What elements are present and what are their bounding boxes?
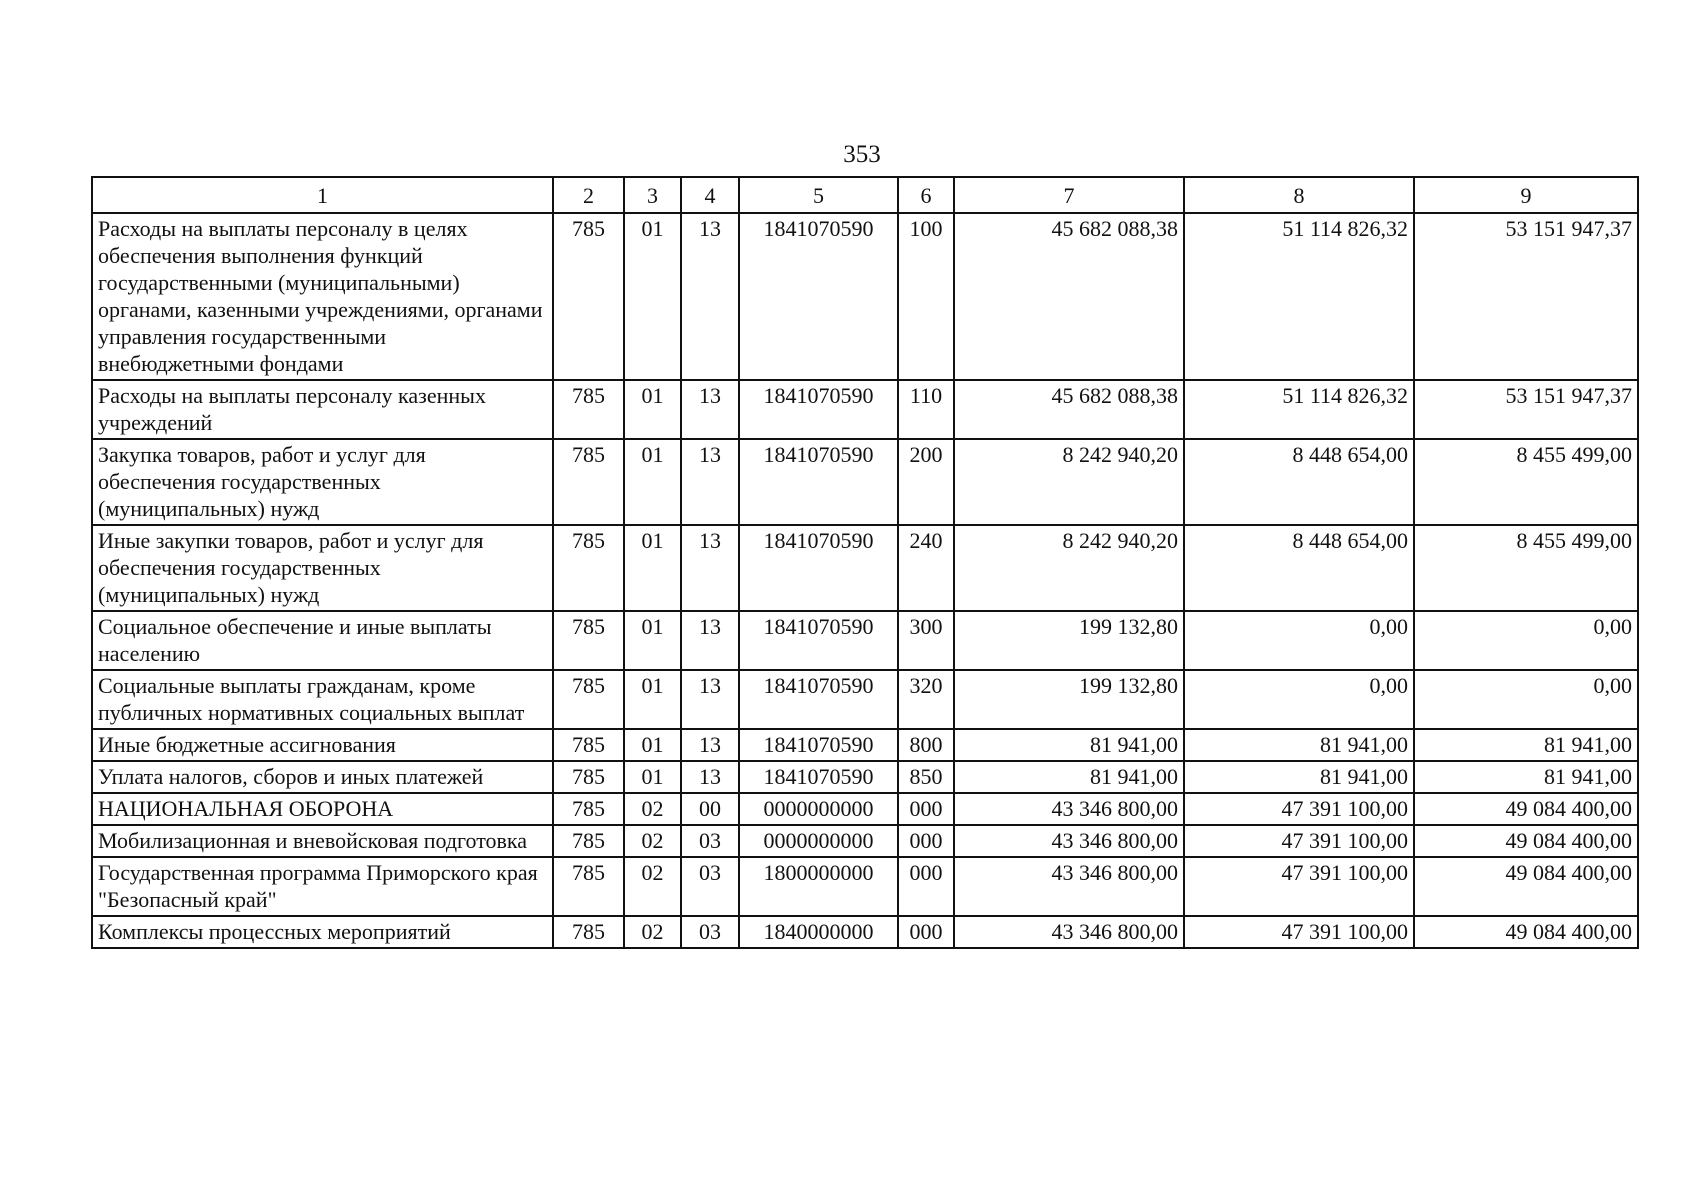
expense-name-cell: Мобилизационная и вневойсковая подготовка	[92, 825, 553, 857]
expense-type-cell: 000	[898, 793, 954, 825]
expense-type-cell: 320	[898, 670, 954, 729]
target-article-cell: 1841070590	[739, 729, 898, 761]
subsection-cell: 13	[681, 525, 739, 611]
amount-col7-cell: 45 682 088,38	[954, 213, 1184, 380]
section-cell: 01	[624, 525, 681, 611]
section-cell: 02	[624, 825, 681, 857]
amount-col7-cell: 8 242 940,20	[954, 525, 1184, 611]
expense-name-cell: НАЦИОНАЛЬНАЯ ОБОРОНА	[92, 793, 553, 825]
expense-type-cell: 200	[898, 439, 954, 525]
amount-col7-cell: 81 941,00	[954, 729, 1184, 761]
target-article-cell: 0000000000	[739, 825, 898, 857]
amount-col8-cell: 0,00	[1184, 611, 1414, 670]
expense-type-cell: 850	[898, 761, 954, 793]
header-cell: 5	[739, 177, 898, 213]
page-number: 353	[843, 141, 881, 168]
amount-col7-cell: 45 682 088,38	[954, 380, 1184, 439]
header-cell: 4	[681, 177, 739, 213]
header-cell: 7	[954, 177, 1184, 213]
amount-col9-cell: 53 151 947,37	[1414, 213, 1638, 380]
ministry-code-cell: 785	[553, 729, 624, 761]
section-cell: 01	[624, 380, 681, 439]
section-cell: 01	[624, 439, 681, 525]
expense-name-cell: Закупка товаров, работ и услуг для обеспечения государственных (муниципальных) нужд	[92, 439, 553, 525]
amount-col8-cell: 8 448 654,00	[1184, 525, 1414, 611]
amount-col9-cell: 49 084 400,00	[1414, 825, 1638, 857]
table-row	[92, 213, 1638, 380]
ministry-code-cell: 785	[553, 857, 624, 916]
ministry-code-cell: 785	[553, 439, 624, 525]
expense-name-cell: Иные закупки товаров, работ и услуг для обеспечения государственных (муниципальных) нужд	[92, 525, 553, 611]
amount-col7-cell: 43 346 800,00	[954, 793, 1184, 825]
subsection-cell: 03	[681, 857, 739, 916]
section-cell: 01	[624, 611, 681, 670]
subsection-cell: 00	[681, 793, 739, 825]
table-row	[92, 525, 1638, 611]
amount-col7-cell: 43 346 800,00	[954, 916, 1184, 948]
amount-col7-cell: 81 941,00	[954, 761, 1184, 793]
section-cell: 01	[624, 761, 681, 793]
header-cell: 1	[92, 177, 553, 213]
expense-type-cell: 240	[898, 525, 954, 611]
expense-name-cell: Иные бюджетные ассигнования	[92, 729, 553, 761]
expense-name-cell: Уплата налогов, сборов и иных платежей	[92, 761, 553, 793]
header-cell: 6	[898, 177, 954, 213]
target-article-cell: 1840000000	[739, 916, 898, 948]
header-cell: 8	[1184, 177, 1414, 213]
target-article-cell: 1841070590	[739, 611, 898, 670]
amount-col9-cell: 49 084 400,00	[1414, 916, 1638, 948]
table-row	[92, 761, 1638, 793]
ministry-code-cell: 785	[553, 380, 624, 439]
table-row	[92, 611, 1638, 670]
ministry-code-cell: 785	[553, 670, 624, 729]
ministry-code-cell: 785	[553, 611, 624, 670]
target-article-cell: 1841070590	[739, 525, 898, 611]
expense-type-cell: 100	[898, 213, 954, 380]
ministry-code-cell: 785	[553, 916, 624, 948]
subsection-cell: 03	[681, 916, 739, 948]
amount-col7-cell: 199 132,80	[954, 611, 1184, 670]
ministry-code-cell: 785	[553, 761, 624, 793]
expense-name-cell: Комплексы процессных мероприятий	[92, 916, 553, 948]
amount-col9-cell: 81 941,00	[1414, 761, 1638, 793]
amount-col8-cell: 47 391 100,00	[1184, 916, 1414, 948]
section-cell: 02	[624, 793, 681, 825]
table-row	[92, 380, 1638, 439]
subsection-cell: 03	[681, 825, 739, 857]
amount-col9-cell: 0,00	[1414, 670, 1638, 729]
amount-col7-cell: 43 346 800,00	[954, 857, 1184, 916]
target-article-cell: 1841070590	[739, 439, 898, 525]
header-row	[92, 177, 1638, 213]
expense-name-cell: Расходы на выплаты персоналу казенных учреждений	[92, 380, 553, 439]
expense-name-cell: Государственная программа Приморского края "Безопасный край"	[92, 857, 553, 916]
table-row	[92, 670, 1638, 729]
section-cell: 01	[624, 670, 681, 729]
amount-col9-cell: 8 455 499,00	[1414, 525, 1638, 611]
table-row	[92, 857, 1638, 916]
section-cell: 02	[624, 857, 681, 916]
subsection-cell: 13	[681, 213, 739, 380]
table-row	[92, 439, 1638, 525]
expense-name-cell: Расходы на выплаты персоналу в целях обеспечения выполнения функций государственными (муниципальными) органами, казенными учреждениями, органами управления государственными внебюджетными фондами	[92, 213, 553, 380]
header-cell: 3	[624, 177, 681, 213]
header-cell: 2	[553, 177, 624, 213]
ministry-code-cell: 785	[553, 793, 624, 825]
header-cell: 9	[1414, 177, 1638, 213]
section-cell: 01	[624, 213, 681, 380]
target-article-cell: 1841070590	[739, 761, 898, 793]
section-cell: 02	[624, 916, 681, 948]
amount-col8-cell: 47 391 100,00	[1184, 793, 1414, 825]
expense-type-cell: 000	[898, 857, 954, 916]
subsection-cell: 13	[681, 439, 739, 525]
target-article-cell: 1800000000	[739, 857, 898, 916]
amount-col9-cell: 49 084 400,00	[1414, 857, 1638, 916]
amount-col8-cell: 8 448 654,00	[1184, 439, 1414, 525]
subsection-cell: 13	[681, 761, 739, 793]
subsection-cell: 13	[681, 670, 739, 729]
amount-col8-cell: 81 941,00	[1184, 761, 1414, 793]
amount-col8-cell: 51 114 826,32	[1184, 380, 1414, 439]
amount-col8-cell: 0,00	[1184, 670, 1414, 729]
table-row	[92, 793, 1638, 825]
subsection-cell: 13	[681, 380, 739, 439]
amount-col7-cell: 43 346 800,00	[954, 825, 1184, 857]
budget-table	[91, 176, 1639, 949]
section-cell: 01	[624, 729, 681, 761]
expense-name-cell: Социальное обеспечение и иные выплаты населению	[92, 611, 553, 670]
amount-col8-cell: 47 391 100,00	[1184, 857, 1414, 916]
amount-col9-cell: 0,00	[1414, 611, 1638, 670]
amount-col9-cell: 53 151 947,37	[1414, 380, 1638, 439]
table-row	[92, 825, 1638, 857]
expense-type-cell: 300	[898, 611, 954, 670]
table-row	[92, 916, 1638, 948]
target-article-cell: 1841070590	[739, 380, 898, 439]
table-row	[92, 729, 1638, 761]
amount-col9-cell: 8 455 499,00	[1414, 439, 1638, 525]
amount-col8-cell: 81 941,00	[1184, 729, 1414, 761]
target-article-cell: 0000000000	[739, 793, 898, 825]
amount-col9-cell: 49 084 400,00	[1414, 793, 1638, 825]
ministry-code-cell: 785	[553, 525, 624, 611]
expense-name-cell: Социальные выплаты гражданам, кроме публичных нормативных социальных выплат	[92, 670, 553, 729]
amount-col8-cell: 47 391 100,00	[1184, 825, 1414, 857]
subsection-cell: 13	[681, 729, 739, 761]
ministry-code-cell: 785	[553, 825, 624, 857]
ministry-code-cell: 785	[553, 213, 624, 380]
amount-col7-cell: 8 242 940,20	[954, 439, 1184, 525]
expense-type-cell: 000	[898, 916, 954, 948]
amount-col9-cell: 81 941,00	[1414, 729, 1638, 761]
expense-type-cell: 000	[898, 825, 954, 857]
expense-type-cell: 800	[898, 729, 954, 761]
target-article-cell: 1841070590	[739, 213, 898, 380]
expense-type-cell: 110	[898, 380, 954, 439]
amount-col7-cell: 199 132,80	[954, 670, 1184, 729]
target-article-cell: 1841070590	[739, 670, 898, 729]
subsection-cell: 13	[681, 611, 739, 670]
amount-col8-cell: 51 114 826,32	[1184, 213, 1414, 380]
